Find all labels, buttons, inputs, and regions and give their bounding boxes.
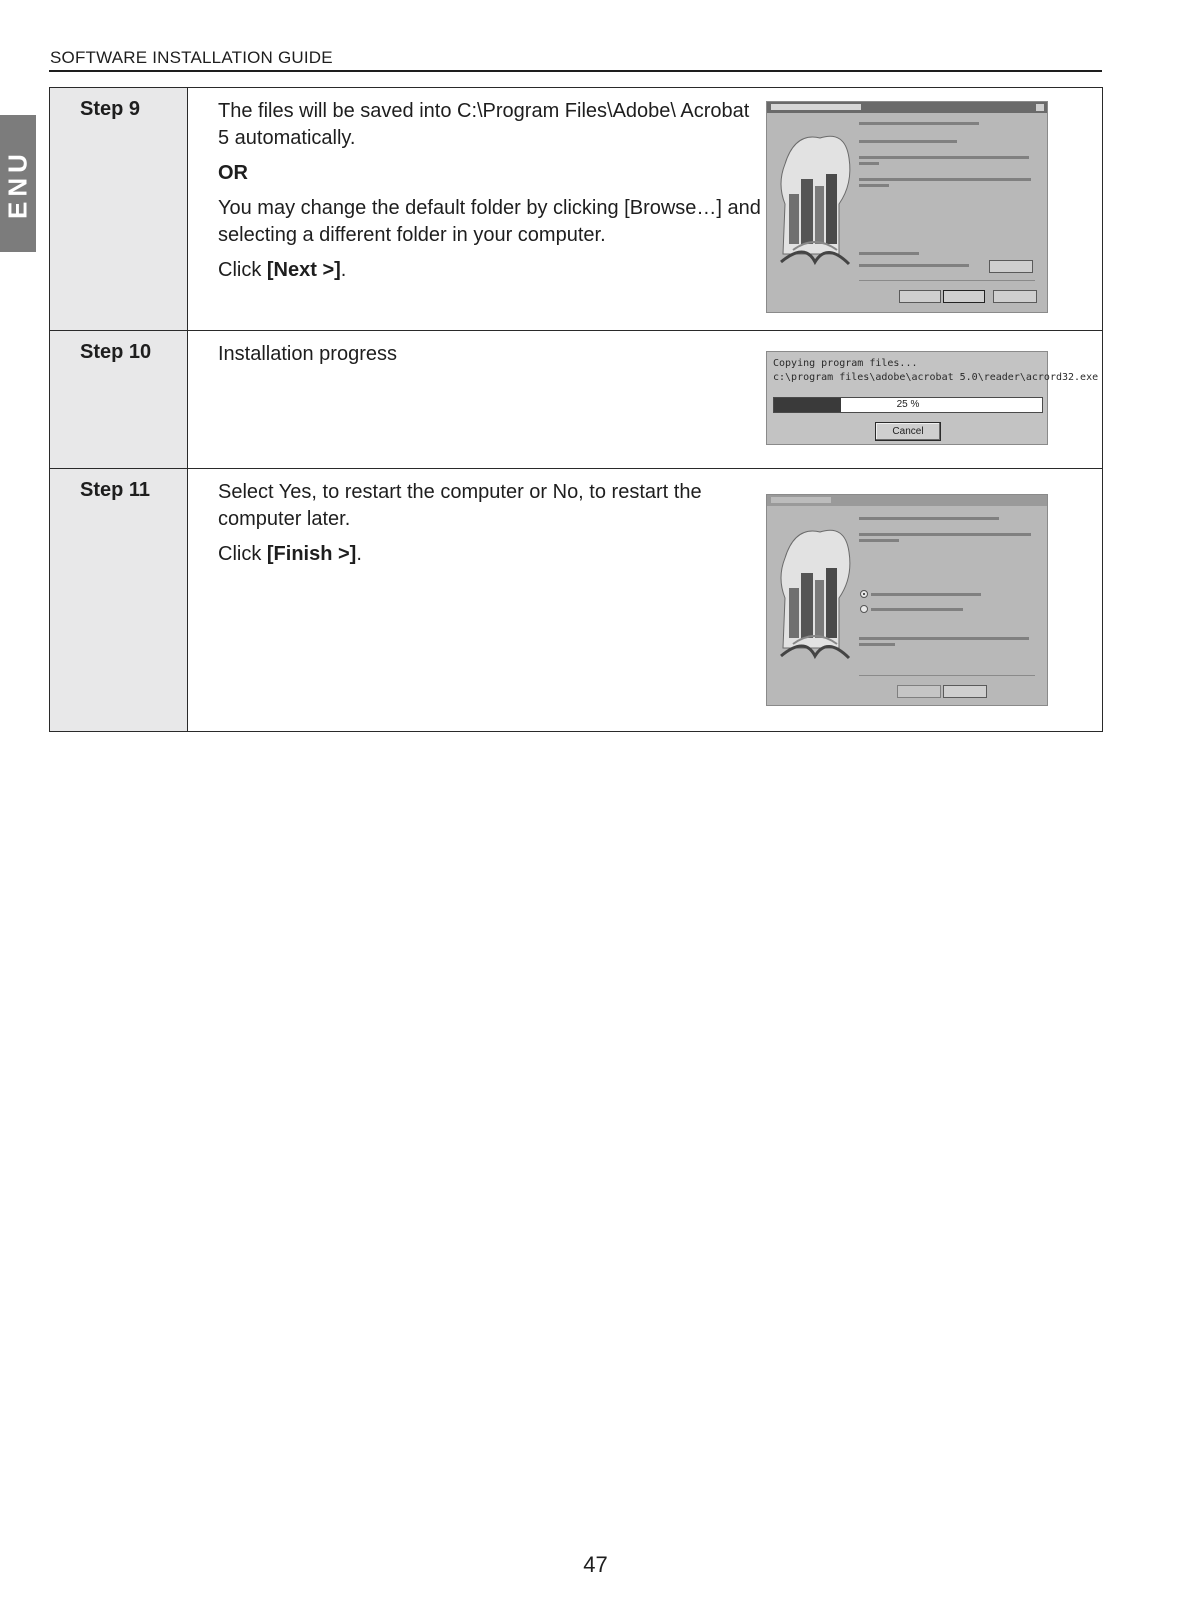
next-button bbox=[943, 290, 985, 303]
step-row-11 bbox=[50, 469, 1103, 732]
step-label: Step 10 bbox=[80, 341, 152, 363]
finish-button bbox=[943, 685, 987, 698]
click-prefix: Click bbox=[218, 543, 267, 565]
step-label: Step 11 bbox=[80, 479, 151, 501]
step-content-cell bbox=[188, 331, 1103, 469]
progress-bar bbox=[773, 397, 1043, 413]
back-button bbox=[899, 290, 941, 303]
steps-table bbox=[49, 87, 1103, 732]
dialog-titlebar bbox=[767, 102, 1047, 113]
city-illustration-icon bbox=[775, 124, 853, 274]
setup-complete-screenshot bbox=[766, 494, 1048, 706]
finish-action-label: [Finish >] bbox=[266, 543, 357, 565]
dialog-titlebar bbox=[767, 495, 1047, 506]
step-content-cell bbox=[188, 469, 1103, 732]
language-tab bbox=[0, 115, 36, 252]
click-suffix: . bbox=[340, 259, 347, 281]
click-suffix: . bbox=[356, 543, 362, 565]
step-text: Installation progress bbox=[218, 343, 397, 365]
close-icon bbox=[1036, 104, 1044, 111]
step-content-cell bbox=[188, 88, 1103, 331]
back-button bbox=[897, 685, 941, 698]
step-row-9 bbox=[50, 88, 1103, 331]
next-action-label: [Next >] bbox=[266, 259, 341, 281]
header-divider bbox=[49, 70, 1102, 72]
language-tab-label: ENU bbox=[2, 148, 33, 219]
click-prefix: Click bbox=[218, 259, 267, 281]
cancel-button bbox=[993, 290, 1037, 303]
step-text: Select Yes, to restart the computer or No, to restart the computer later. bbox=[218, 481, 702, 530]
step-text: You may change the default folder by clicking [Browse…] and selecting a different folder in your computer. bbox=[218, 197, 761, 246]
click-instruction bbox=[218, 257, 763, 284]
click-instruction bbox=[218, 541, 763, 568]
browse-button bbox=[989, 260, 1033, 273]
progress-percent-label: 25 % bbox=[896, 399, 920, 410]
step-row-10 bbox=[50, 331, 1103, 469]
step-label-cell bbox=[50, 88, 188, 331]
copying-status-text: Copying program files... bbox=[773, 358, 918, 369]
destination-dialog-screenshot bbox=[766, 101, 1048, 313]
copying-file-path: c:\program files\adobe\acrobat 5.0\reader\acrord32.exe bbox=[773, 372, 1099, 383]
page-header-title: SOFTWARE INSTALLATION GUIDE bbox=[50, 48, 333, 67]
step-label-cell bbox=[50, 469, 188, 732]
radio-no-icon bbox=[860, 605, 868, 613]
step-label: Step 9 bbox=[80, 98, 141, 120]
radio-yes-icon bbox=[860, 590, 868, 598]
step-text: The files will be saved into C:\Program Files\Adobe\ Acrobat 5 automatically. bbox=[218, 100, 750, 149]
copying-progress-screenshot bbox=[766, 351, 1099, 445]
city-illustration-icon bbox=[775, 517, 853, 669]
cancel-button: Cancel bbox=[875, 422, 941, 441]
page-number: 47 bbox=[583, 1552, 608, 1577]
step-text-or: OR bbox=[218, 162, 248, 184]
step-label-cell bbox=[50, 331, 188, 469]
